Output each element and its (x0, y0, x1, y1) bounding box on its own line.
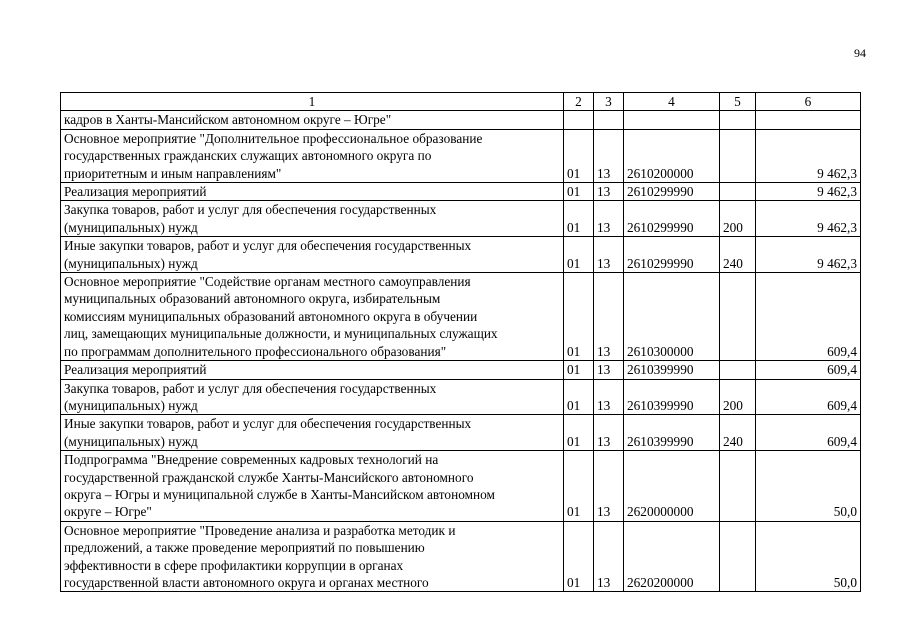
section-code: 01 (564, 451, 594, 522)
description-line: комиссиям муниципальных образований автономного округа в обучении (64, 308, 478, 324)
section-code: 01 (564, 521, 594, 592)
expense-type-code: 240 (720, 237, 756, 273)
row-description (61, 361, 564, 379)
amount: 609,4 (756, 415, 861, 451)
description-line: Иные закупки товаров, работ и услуг для обеспечения государственных (64, 416, 472, 432)
row-description (61, 273, 564, 361)
amount: 9 462,3 (756, 201, 861, 237)
amount: 50,0 (756, 521, 861, 592)
description-line: государственной власти автономного округа и органах местного (64, 574, 429, 590)
description-line: муниципальных образований автономного округа, избирательным (64, 291, 441, 307)
amount: 609,4 (756, 379, 861, 415)
row-description (61, 129, 564, 182)
section-code: 01 (564, 129, 594, 182)
target-article-code (624, 111, 720, 129)
table-row (61, 111, 861, 129)
target-article-code: 2610300000 (624, 273, 720, 361)
amount (756, 111, 861, 129)
subsection-code: 13 (594, 129, 624, 182)
column-header-2: 2 (564, 93, 594, 111)
description-line: государственных гражданских служащих автономного округа по (64, 148, 432, 164)
row-description (61, 379, 564, 415)
description-line: кадров в Ханты-Мансийском автономном округе – Югре" (64, 112, 392, 128)
target-article-code: 2610399990 (624, 361, 720, 379)
column-header-6: 6 (756, 93, 861, 111)
expense-type-code (720, 361, 756, 379)
expense-type-code (720, 129, 756, 182)
description-line: (муниципальных) нужд (64, 433, 198, 449)
table-row (61, 521, 861, 592)
amount: 9 462,3 (756, 183, 861, 201)
description-line: Основное мероприятие "Проведение анализа и разработка методик и (64, 522, 456, 538)
amount: 9 462,3 (756, 129, 861, 182)
description-line: Основное мероприятие "Дополнительное профессиональное образование (64, 130, 483, 146)
table-row (61, 451, 861, 522)
description-line: государственной гражданской службе Ханты-Мансийского автономного (64, 469, 474, 485)
description-line: по программам дополнительного профессионального образования" (64, 343, 447, 359)
description-line: (муниципальных) нужд (64, 219, 198, 235)
subsection-code: 13 (594, 521, 624, 592)
section-code (564, 111, 594, 129)
subsection-code (594, 111, 624, 129)
table-body (61, 111, 861, 592)
row-description (61, 521, 564, 592)
description-line: Основное мероприятие "Содействие органам местного самоуправления (64, 274, 471, 290)
description-line: (муниципальных) нужд (64, 255, 198, 271)
section-code: 01 (564, 237, 594, 273)
expense-type-code (720, 111, 756, 129)
description-line: приоритетным и иным направлениям" (64, 165, 282, 181)
table-row (61, 361, 861, 379)
budget-table (60, 92, 861, 592)
page-number: 94 (854, 46, 866, 60)
target-article-code: 2620000000 (624, 451, 720, 522)
description-line: Подпрограмма "Внедрение современных кадровых технологий на (64, 452, 439, 468)
table-row (61, 273, 861, 361)
column-header-3: 3 (594, 93, 624, 111)
expense-type-code: 200 (720, 201, 756, 237)
description-line: предложений, а также проведение мероприятий по повышению (64, 540, 425, 556)
row-description (61, 201, 564, 237)
subsection-code: 13 (594, 415, 624, 451)
subsection-code: 13 (594, 201, 624, 237)
subsection-code: 13 (594, 183, 624, 201)
description-line: округе – Югре" (64, 504, 152, 520)
table-row (61, 237, 861, 273)
target-article-code: 2610399990 (624, 415, 720, 451)
row-description (61, 111, 564, 129)
description-line: округа – Югры и муниципальной службе в Ханты-Мансийском автономном (64, 486, 495, 502)
amount: 609,4 (756, 273, 861, 361)
row-description (61, 237, 564, 273)
amount: 9 462,3 (756, 237, 861, 273)
row-description (61, 183, 564, 201)
expense-type-code (720, 451, 756, 522)
target-article-code: 2610299990 (624, 237, 720, 273)
description-line: Иные закупки товаров, работ и услуг для обеспечения государственных (64, 238, 472, 254)
section-code: 01 (564, 361, 594, 379)
row-description (61, 451, 564, 522)
target-article-code: 2620200000 (624, 521, 720, 592)
description-line: эффективности в сфере профилактики коррупции в органах (64, 557, 404, 573)
expense-type-code: 200 (720, 379, 756, 415)
expense-type-code (720, 273, 756, 361)
description-line: (муниципальных) нужд (64, 397, 198, 413)
subsection-code: 13 (594, 273, 624, 361)
subsection-code: 13 (594, 237, 624, 273)
target-article-code: 2610200000 (624, 129, 720, 182)
section-code: 01 (564, 415, 594, 451)
description-line: Реализация мероприятий (64, 362, 207, 378)
description-line: лиц, замещающих муниципальные должности, и муниципальных служащих (64, 326, 498, 342)
target-article-code: 2610299990 (624, 183, 720, 201)
table-header-row (61, 93, 861, 111)
section-code: 01 (564, 273, 594, 361)
table-row (61, 183, 861, 201)
table-row (61, 415, 861, 451)
table-row (61, 379, 861, 415)
section-code: 01 (564, 183, 594, 201)
description-line: Закупка товаров, работ и услуг для обеспечения государственных (64, 202, 437, 218)
description-line: Закупка товаров, работ и услуг для обеспечения государственных (64, 380, 437, 396)
description-line: Реализация мероприятий (64, 184, 207, 200)
row-description (61, 415, 564, 451)
section-code: 01 (564, 201, 594, 237)
table-row (61, 201, 861, 237)
subsection-code: 13 (594, 451, 624, 522)
column-header-4: 4 (624, 93, 720, 111)
section-code: 01 (564, 379, 594, 415)
amount: 609,4 (756, 361, 861, 379)
column-header-5: 5 (720, 93, 756, 111)
expense-type-code: 240 (720, 415, 756, 451)
table-row (61, 129, 861, 182)
target-article-code: 2610399990 (624, 379, 720, 415)
column-header-1: 1 (61, 93, 564, 111)
subsection-code: 13 (594, 361, 624, 379)
expense-type-code (720, 183, 756, 201)
expense-type-code (720, 521, 756, 592)
subsection-code: 13 (594, 379, 624, 415)
target-article-code: 2610299990 (624, 201, 720, 237)
amount: 50,0 (756, 451, 861, 522)
